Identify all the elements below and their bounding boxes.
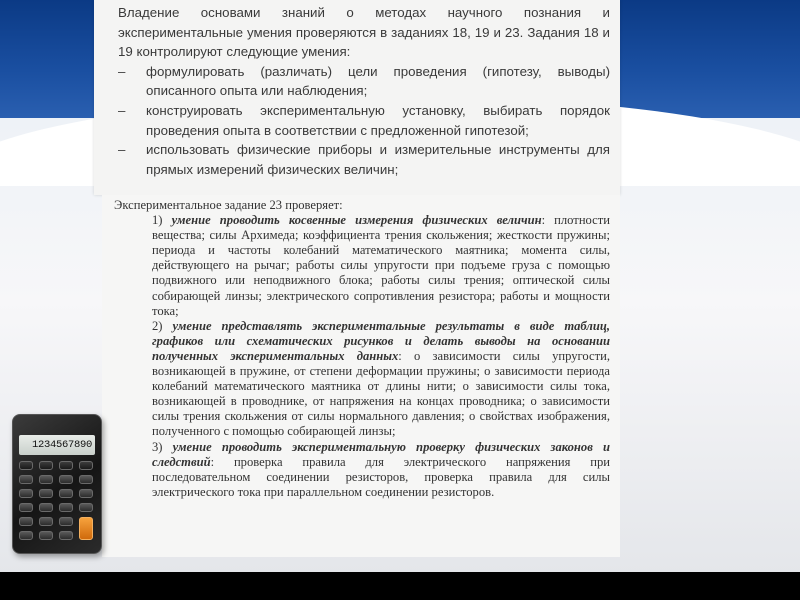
scan-page-top	[94, 0, 620, 195]
calculator-key	[59, 503, 73, 512]
item-emphasis: умение проводить косвенные измерения физических величин	[171, 213, 542, 228]
bullet-dash: –	[118, 63, 126, 79]
calculator-key	[79, 475, 93, 484]
item-text: : проверка правила для электрического напряжения при последовательном соединении резисторов, проверка правила для силы электрического тока при параллельном соединении резисторов.	[152, 454, 610, 499]
bullet-dash: –	[118, 142, 126, 158]
calculator-key	[59, 461, 73, 470]
item-emphasis: умение проводить экспериментальную проверку физических законов и следствий	[152, 439, 611, 469]
calculator-key	[39, 461, 53, 470]
calculator-key	[39, 531, 53, 540]
bullet-text: конструировать экспериментальную установку, выбирать порядок проведения опыта в соответствии с предложенной гипотезой;	[146, 102, 610, 138]
task-item-1	[114, 213, 610, 319]
item-number: 1)	[152, 213, 172, 228]
calculator-key	[19, 475, 33, 484]
task-heading: Экспериментальное задание 23 проверяет:	[114, 198, 343, 212]
calculator-key	[19, 531, 33, 540]
item-text: : плотности вещества; силы Архимеда; коэффициента трения скольжения; жесткости пружины; периода и частоты колебаний математического маятника; момента силы, действующего на рычаг; работы силы упругости при подъеме груза с помощью подвижного или неподвижного блока; работы силы трения; оптической силы собирающей линзы; электрического сопротивления резистора; работы и мощности тока;	[152, 213, 610, 318]
bullet-text: использовать физические приборы и измерительные инструменты для прямых измерений физических величин;	[146, 142, 610, 177]
item-number: 2)	[152, 318, 173, 333]
task-item-2	[114, 319, 610, 440]
bullet-item	[118, 101, 610, 140]
bullet-item	[118, 140, 610, 179]
calculator-key	[79, 461, 93, 470]
calculator-key	[59, 517, 73, 526]
calculator-key	[59, 489, 73, 498]
bullet-dash: –	[118, 102, 126, 118]
item-number: 3)	[152, 439, 173, 454]
calculator-key	[19, 503, 33, 512]
calculator-key	[39, 517, 53, 526]
item-text: : о зависимости силы упругости, возникающей в пружине, от степени деформации пружины; о зависимости периода колебаний математического маятника от длины нити; о зависимости силы тока, возникающей в проводнике, от напряжения на концах проводника; о зависимости силы трения скольжения от силы нормального давления; о свойствах изображения, полученного с помощью собирающей линзы;	[152, 348, 610, 439]
intro-paragraph: Владение основами знаний о методах научного познания и экспериментальные умения проверяются в заданиях 18, 19 и 23. Задания 18 и 19 контролируют следующие умения:	[118, 5, 610, 60]
scan-page-bottom	[102, 195, 620, 557]
calculator-key	[19, 461, 33, 470]
calculator-key	[39, 475, 53, 484]
calculator-image	[12, 414, 102, 554]
calculator-keypad	[19, 461, 95, 547]
calculator-key	[39, 489, 53, 498]
calculator-key	[19, 489, 33, 498]
bullet-item	[118, 62, 610, 101]
task-item-3	[114, 440, 610, 500]
item-emphasis: умение представлять экспериментальные результаты в виде таблиц, графиков или схематических рисунков и делать выводы на основании полученных экспериментальных данных	[152, 318, 611, 363]
calculator-key	[39, 503, 53, 512]
calculator-equals-key	[79, 517, 93, 540]
calculator-key	[59, 531, 73, 540]
calculator-key	[59, 475, 73, 484]
calculator-key	[79, 503, 93, 512]
calculator-key	[79, 489, 93, 498]
calculator-key	[19, 517, 33, 526]
bullet-text: формулировать (различать) цели проведения (гипотезу, выводы) описанного опыта или наблюдения;	[146, 63, 610, 99]
calculator-display: 1234567890	[19, 435, 95, 455]
slide-footer-bar	[0, 572, 800, 600]
